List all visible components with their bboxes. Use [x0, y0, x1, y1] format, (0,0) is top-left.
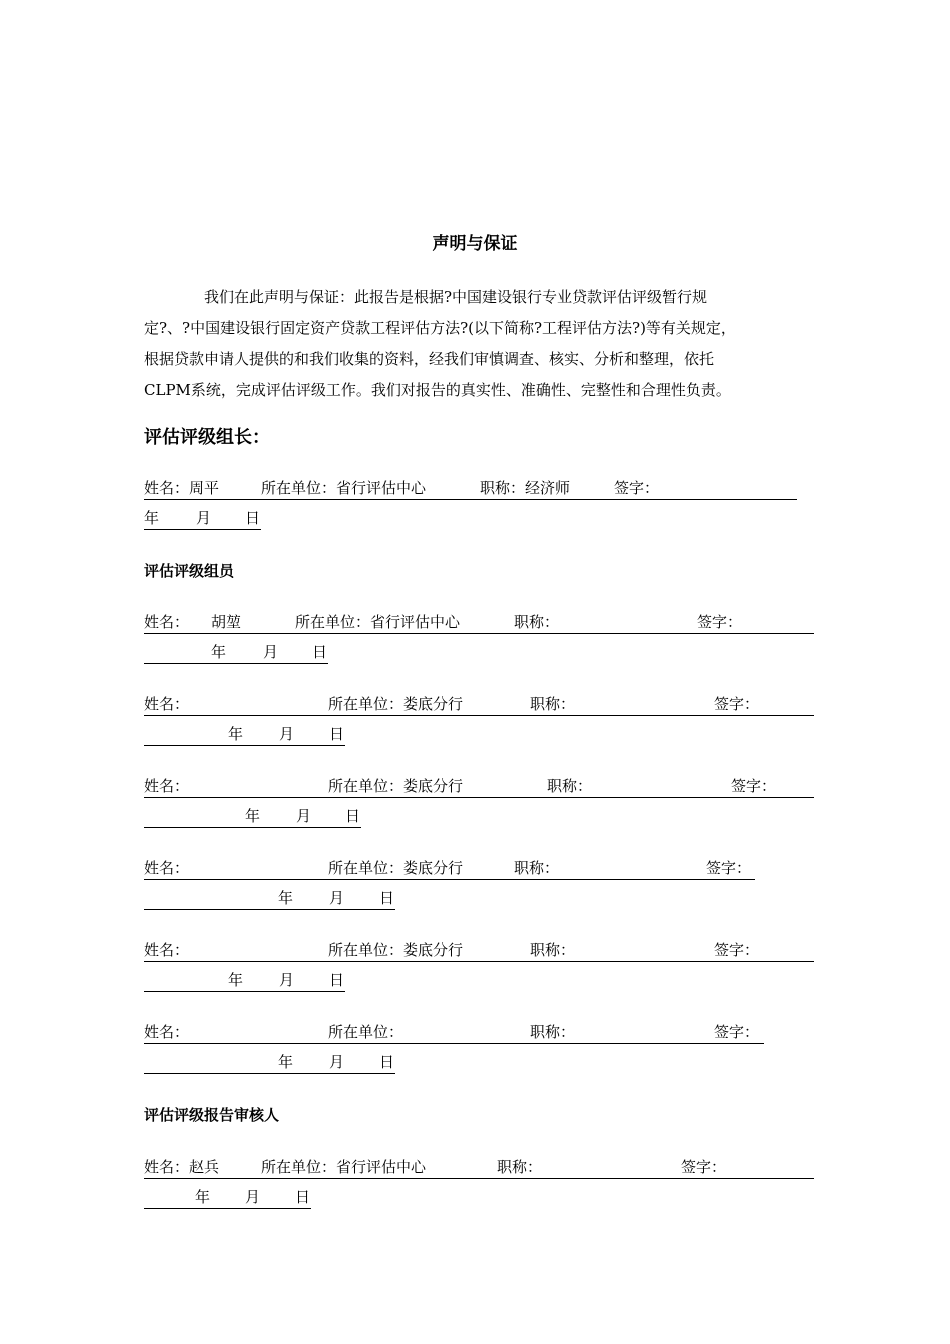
paragraph-line: 根据贷款申请人提供的和我们收集的资料，经我们审慎调查、核实、分析和整理，依托 — [144, 350, 715, 368]
day-label: 日 — [345, 807, 361, 825]
date-row — [144, 508, 261, 530]
year-label: 年 — [195, 1188, 211, 1206]
signature-row — [144, 478, 797, 500]
unit-label: 所在单位：省行评估中心 — [261, 479, 427, 497]
name-label: 姓名： — [144, 941, 190, 959]
day-label: 日 — [379, 1053, 395, 1071]
signature-row — [144, 776, 814, 798]
title-label: 职称： — [514, 613, 560, 631]
paragraph-line: CLPM系统，完成评估评级工作。我们对报告的真实性、准确性、完整性和合理性负责。 — [144, 381, 731, 399]
date-row — [144, 1052, 395, 1074]
day-label: 日 — [329, 971, 345, 989]
name-label: 姓名： — [144, 613, 190, 631]
signature-row — [144, 1157, 814, 1179]
day-label: 日 — [245, 509, 261, 527]
year-label: 年 — [245, 807, 261, 825]
date-row — [144, 888, 395, 910]
sign-label: 签字： — [714, 941, 760, 959]
year-label: 年 — [144, 509, 160, 527]
declaration-paragraph — [144, 282, 824, 406]
day-label: 日 — [329, 725, 345, 743]
sign-label: 签字： — [681, 1158, 727, 1176]
page-title: 声明与保证 — [432, 234, 518, 254]
sign-label: 签字： — [706, 859, 752, 877]
title-label: 职称： — [547, 777, 593, 795]
name-label: 姓名： — [144, 777, 190, 795]
title-label: 职称：经济师 — [480, 479, 571, 497]
sign-label: 签字： — [731, 777, 777, 795]
sign-label: 签字： — [714, 695, 760, 713]
unit-label: 所在单位：娄底分行 — [328, 859, 464, 877]
name-label: 姓名：赵兵 — [144, 1158, 220, 1176]
year-label: 年 — [211, 643, 227, 661]
month-label: 月 — [263, 643, 279, 661]
reviewer-heading: 评估评级报告审核人 — [144, 1106, 280, 1124]
title-label: 职称： — [530, 941, 576, 959]
unit-label: 所在单位： — [328, 1023, 404, 1041]
members-heading: 评估评级组员 — [144, 562, 235, 580]
month-label: 月 — [196, 509, 212, 527]
month-label: 月 — [279, 725, 295, 743]
day-label: 日 — [295, 1188, 311, 1206]
unit-label: 所在单位：娄底分行 — [328, 777, 464, 795]
sign-label: 签字： — [697, 613, 743, 631]
month-label: 月 — [329, 1053, 345, 1071]
year-label: 年 — [278, 889, 294, 907]
unit-label: 所在单位：省行评估中心 — [295, 613, 461, 631]
date-row — [144, 806, 361, 828]
signature-row — [144, 612, 814, 634]
sign-label: 签字： — [614, 479, 660, 497]
title-label: 职称： — [530, 1023, 576, 1041]
unit-label: 所在单位：娄底分行 — [328, 695, 464, 713]
date-row — [144, 642, 328, 664]
date-row — [144, 1187, 311, 1209]
name-label: 姓名： — [144, 1023, 190, 1041]
name-label: 姓名： — [144, 695, 190, 713]
title-label: 职称： — [530, 695, 576, 713]
unit-label: 所在单位：省行评估中心 — [261, 1158, 427, 1176]
month-label: 月 — [296, 807, 312, 825]
month-label: 月 — [245, 1188, 261, 1206]
year-label: 年 — [228, 725, 244, 743]
leader-heading: 评估评级组长： — [144, 427, 270, 448]
day-label: 日 — [312, 643, 328, 661]
year-label: 年 — [278, 1053, 294, 1071]
title-label: 职称： — [497, 1158, 543, 1176]
date-row — [144, 970, 345, 992]
signature-row — [144, 1022, 764, 1044]
signature-row — [144, 940, 814, 962]
paragraph-line: 定?、?中国建设银行固定资产贷款工程评估方法?(以下简称?工程评估方法?)等有关规定， — [144, 319, 736, 337]
name-value: 胡堃 — [211, 613, 242, 631]
year-label: 年 — [228, 971, 244, 989]
signature-row — [144, 694, 814, 716]
sign-label: 签字： — [714, 1023, 760, 1041]
day-label: 日 — [379, 889, 395, 907]
unit-label: 所在单位：娄底分行 — [328, 941, 464, 959]
name-label: 姓名： — [144, 859, 190, 877]
name-label: 姓名：周平 — [144, 479, 220, 497]
title-label: 职称： — [514, 859, 560, 877]
date-row — [144, 724, 345, 746]
signature-row — [144, 858, 755, 880]
month-label: 月 — [329, 889, 345, 907]
month-label: 月 — [279, 971, 295, 989]
paragraph-line: 我们在此声明与保证：此报告是根据?中国建设银行专业贷款评估评级暂行规 — [204, 288, 708, 306]
